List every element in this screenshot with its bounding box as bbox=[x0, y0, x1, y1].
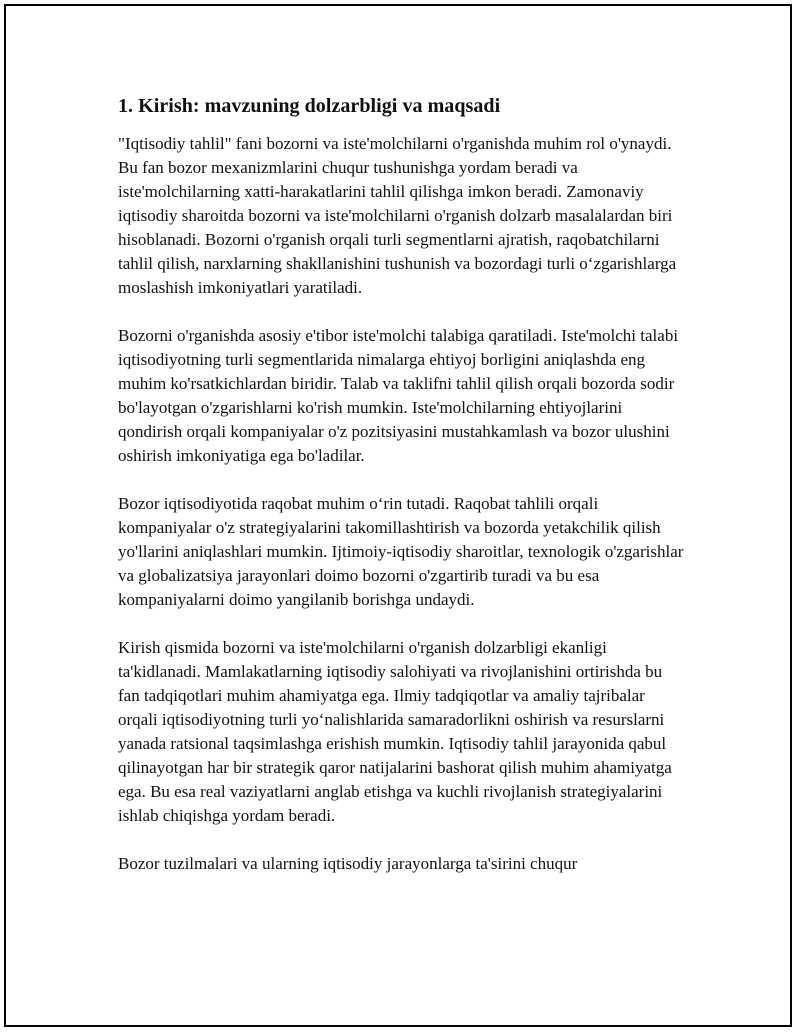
paragraph-1: "Iqtisodiy tahlil" fani bozorni va iste'molchilarni o'rganishda muhim rol o'ynaydi. Bu fan bozor mexanizmlarini chuqur tushunishga yordam beradi va iste'molchilarning xatti-harakatlarini tahlil qilishga imkon beradi. Zamonaviy iqtisodiy sharoitda bozorni va iste'molchilarni o'rganish dolzarb masalalardan biri hisoblanadi. Bozorni o'rganish orqali turli segmentlarni ajratish, raqobatchilarni tahlil qilish, narxlarning shakllanishini tushunish va bozordagi turli o‘zgarishlarga moslashish imkoniyatlari yaratiladi. bbox=[118, 134, 677, 297]
section-heading: 1. Kirish: mavzuning dolzarbligi va maqsadi bbox=[118, 95, 501, 117]
paragraph-4: Kirish qismida bozorni va iste'molchilarni o'rganish dolzarbligi ekanligi ta'kidlanadi. Mamlakatlarning iqtisodiy salohiyati va rivojlanishini ortirishda bu fan tadqiqotlari muhim ahamiyatga ega. Ilmiy tadqiqotlar va amaliy tajribalar orqali iqtisodiyotning turli yo‘nalishlarida samaradorlikni oshirish va resurslarni yanada ratsional taqsimlashga erishish mumkin. Iqtisodiy tahlil jarayonida qabul qilinayotgan har bir strategik qaror natijalarini bashorat qilish muhim ahamiyatga ega. Bu esa real vaziyatlarni anglab etishga va kuchli rivojlanish strategiyalarini ishlab chiqishga yordam beradi. bbox=[118, 638, 672, 825]
paragraph-2: Bozorni o'rganishda asosiy e'tibor iste'molchi talabiga qaratiladi. Iste'molchi talabi iqtisodiyotning turli segmentlarida nimalarga ehtiyoj borligini aniqlashda eng muhim ko'rsatkichlardan biridir. Talab va taklifni tahlil qilish orqali bozorda sodir bo'layotgan o'zgarishlarni ko'rish mumkin. Iste'molchilarning ehtiyojlarini qondirish orqali kompaniyalar o'z pozitsiyasini mustahkamlash va bozor ulushini oshirish imkoniyatiga ega bo'ladilar. bbox=[118, 326, 679, 465]
paragraph-5: Bozor tuzilmalari va ularning iqtisodiy jarayonlarga ta'sirini chuqur bbox=[118, 854, 578, 873]
document-body bbox=[118, 94, 688, 900]
paragraph-3: Bozor iqtisodiyotida raqobat muhim o‘rin tutadi. Raqobat tahlili orqali kompaniyalar o'z strategiyalarini takomillashtirish va bozorda yetakchilik qilish yo'llarini aniqlashlari mumkin. Ijtimoiy-iqtisodiy sharoitlar, texnologik o'zgarishlar va globalizatsiya jarayonlari doimo bozorni o'zgartirib turadi va bu esa kompaniyalarni doimo yangilanib borishga undaydi. bbox=[118, 494, 684, 609]
